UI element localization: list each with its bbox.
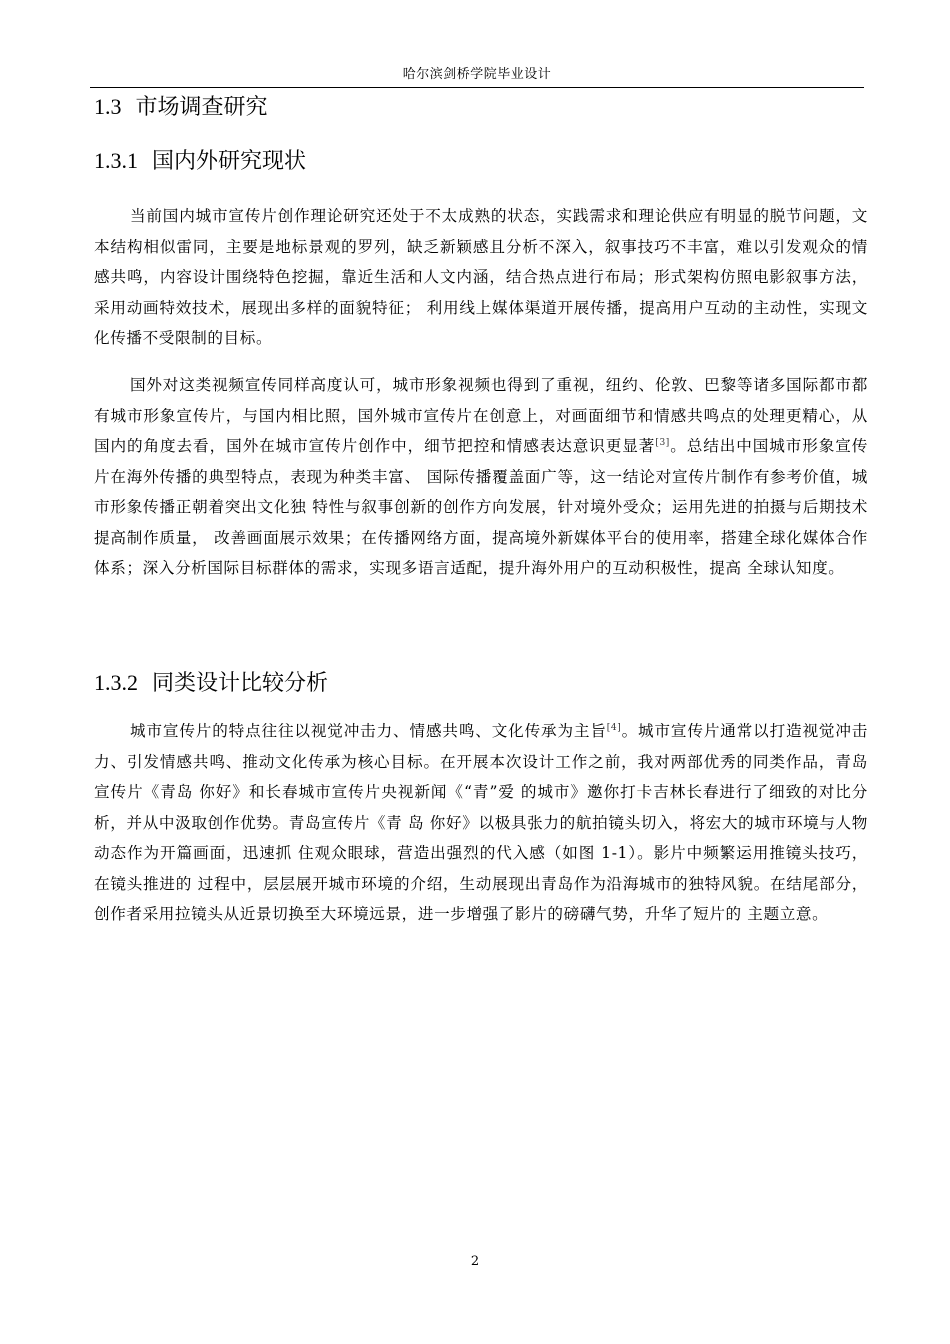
header-rule — [90, 87, 864, 88]
page-number: 2 — [470, 1254, 480, 1269]
section-title: 市场调查研究 — [135, 95, 268, 120]
section-number: 1.3 — [94, 94, 122, 119]
page-header: 哈尔滨剑桥学院毕业设计 — [402, 67, 552, 82]
paragraph-text: 城市宣传片的特点往往以视觉冲击力、情感共鸣、文化传承为主旨 — [130, 722, 607, 740]
citation-ref: [4] — [606, 722, 622, 733]
citation-ref: [3] — [655, 437, 670, 448]
subsection-title: 国内外研究现状 — [152, 149, 307, 174]
paragraph-text: 国外对这类视频宣传同样高度认可，城市形象视频也得到了重视，纽约、伦敦、巴黎等诸多国际都市都有城市形象宣传片，与国内相比照，国外城市宣传片在创意上，对画面细节和情感共鸣点的处理更精心，从国内的角度去看，国外在城市宣传片创作中，细节把控和情感表达意识更显著 — [94, 376, 868, 455]
subsection-heading-2 — [94, 668, 328, 699]
paragraph-comparison-analysis — [94, 716, 868, 930]
subsection-title: 同类设计比较分析 — [152, 671, 329, 696]
subsection-heading-1 — [94, 146, 306, 177]
paragraph-foreign-research — [94, 370, 868, 584]
paragraph-text: 。城市宣传片通常以打造视觉冲击力、引发情感共鸣、推动文化传承为核心目标。在开展本次设计工作之前，我对两部优秀的同类作品，青岛宣传片《青岛 你好》和长春城市宣传片央视新闻《“青”爱 的城市》邀你打卡吉林长春进行了细致的对比分析，并从中汲取创作优势。青岛宣传片《青 岛 你好》以极具张力的航拍镜头切入，将宏大的城市环境与人物动态作为开篇画面，迅速抓 住观众眼球，营造出强烈的代入感（如图 1-1）。影片中频繁运用推镜头技巧，在镜头推进的 过程中，层层展开城市环境的介绍，生动展现出青岛作为沿海城市的独特风貌。在结尾部分， 创作者采用拉镜头从近景切换至大环境远景，进一步增强了影片的磅礴气势，升华了短片的 主题立意。 — [94, 722, 868, 923]
subsection-number: 1.3.1 — [94, 148, 138, 173]
section-heading — [94, 92, 268, 123]
paragraph-text: 。总结出中国城市形象宣传片在海外传播的典型特点，表现为种类丰富、 国际传播覆盖面广等，这一结论对宣传片制作有参考价值，城市形象传播正朝着突出文化独 特性与叙事创新的创作方向发展，针对境外受众；运用先进的拍摄与后期技术提高制作质量， 改善画面展示效果；在传播网络方面，提高境外新媒体平台的使用率，搭建全球化媒体合作 体系；深入分析国际目标群体的需求，实现多语言适配，提升海外用户的互动积极性，提高 全球认知度。 — [94, 437, 869, 577]
subsection-number: 1.3.2 — [94, 670, 138, 695]
paragraph-domestic-research: 当前国内城市宣传片创作理论研究还处于不太成熟的状态，实践需求和理论供应有明显的脱节问题，文本结构相似雷同，主要是地标景观的罗列，缺乏新颖感且分析不深入，叙事技巧不丰富，难以引发观众的情感共鸣，内容设计围绕特色挖掘，靠近生活和人文内涵，结合热点进行布局；形式架构仿照电影叙事方法，采用动画特效技术，展现出多样的面貌特征； 利用线上媒体渠道开展传播，提高用户互动的主动性，实现文化传播不受限制的目标。 — [94, 207, 868, 347]
